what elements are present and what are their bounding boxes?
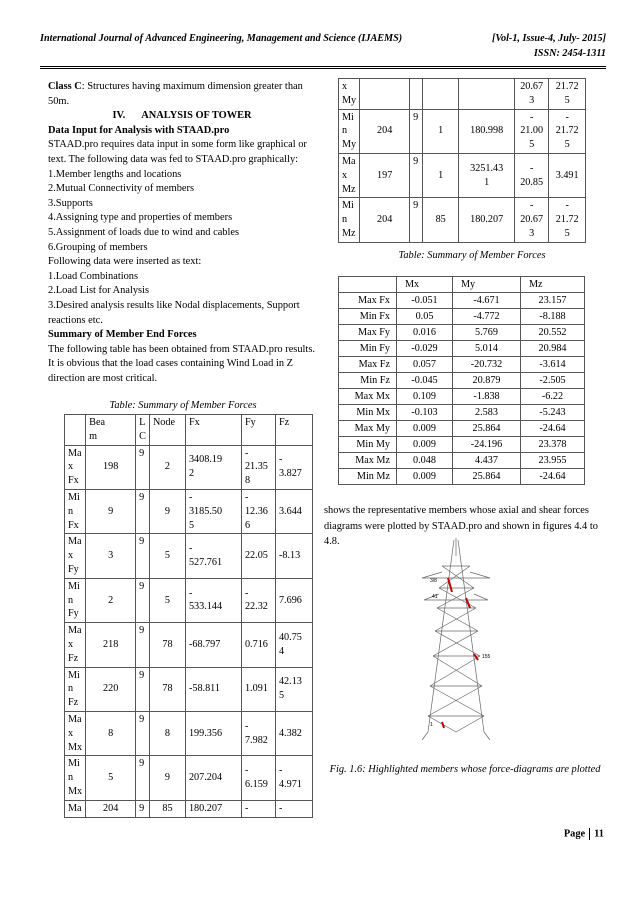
table-cell: Min Fx — [339, 309, 397, 325]
table-cell: Min Fz — [339, 373, 397, 389]
table-cell: 9 — [136, 800, 150, 817]
table-cell: Ma x Fx — [65, 445, 86, 489]
table-cell — [423, 79, 459, 110]
table-row — [339, 453, 585, 469]
table-cell: 180.207 — [185, 800, 241, 817]
table-cell: Max Mz — [339, 453, 397, 469]
table-cell: Max Fz — [339, 357, 397, 373]
table-cell: 3 — [86, 534, 136, 578]
table-cell: 8 — [149, 711, 185, 755]
table-cell: - 21.00 5 — [515, 109, 549, 153]
table-cell: -24.64 — [521, 469, 585, 485]
table-row — [339, 389, 585, 405]
table-cell: - 12.36 6 — [241, 489, 275, 533]
table-cell: 9 — [410, 153, 423, 197]
table1-caption: Table: Summary of Member Forces — [109, 400, 257, 411]
table-row — [339, 357, 585, 373]
table-cell: -20.732 — [453, 357, 521, 373]
table-cell: Mi n Fx — [65, 489, 86, 533]
graphical-input-list — [48, 168, 316, 256]
table-cell: 0.009 — [397, 437, 453, 453]
table-cell: Ma x Mx — [65, 711, 86, 755]
table-cell: 0.009 — [397, 421, 453, 437]
fig-label-2: 41 — [432, 594, 438, 600]
table-header-cell — [339, 277, 397, 293]
fig-label-4: 1 — [430, 722, 433, 728]
table-cell: - 20.85 — [515, 153, 549, 197]
table-row — [339, 109, 586, 153]
table-cell: Min My — [339, 437, 397, 453]
table-cell: 4.382 — [275, 711, 312, 755]
table-cell: Ma x Fz — [65, 623, 86, 667]
table-cell: Mi n Mx — [65, 756, 86, 800]
subheading-data-input: Data Input for Analysis with STAAD.pro — [48, 124, 230, 136]
table-row — [65, 445, 313, 489]
section-number: IV. — [112, 110, 126, 122]
paragraph-text-input: Following data were inserted as text: — [48, 256, 202, 268]
table-cell: 20.984 — [521, 341, 585, 357]
table-cell: -0.029 — [397, 341, 453, 357]
table-cell: 9 — [136, 667, 150, 711]
table-cell: 199.356 — [185, 711, 241, 755]
table-header-row — [339, 277, 585, 293]
table-cell: 0.057 — [397, 357, 453, 373]
table-cell: 5 — [149, 534, 185, 578]
table-cell: - 3185.50 5 — [185, 489, 241, 533]
table-cell: 20.552 — [521, 325, 585, 341]
table-cell: -8.188 — [521, 309, 585, 325]
table-cell: - 7.982 — [241, 711, 275, 755]
table-cell: Max Mx — [339, 389, 397, 405]
table-cell: -5.243 — [521, 405, 585, 421]
class-c-label: Class C — [48, 81, 82, 92]
header-rule — [40, 66, 606, 67]
table-cell: - — [275, 800, 312, 817]
table-cell: 9 — [136, 578, 150, 622]
table-cell: Mi n Mz — [339, 198, 360, 242]
table-header-cell: Node — [149, 415, 185, 446]
table-header-cell: Mz — [521, 277, 585, 293]
table-cell: x My — [339, 79, 360, 110]
table-row — [65, 489, 313, 533]
table-cell: 2.583 — [453, 405, 521, 421]
text-input-item: 3.Desired analysis results like Nodal displacements, Support reactions etc. — [48, 299, 300, 326]
table-cell: 0.009 — [397, 469, 453, 485]
figure-caption: Fig. 1.6: Highlighted members whose force-diagrams are plotted — [329, 764, 601, 775]
text-input-list — [48, 270, 316, 328]
table-header-cell: Fy — [241, 415, 275, 446]
table-cell: 2 — [149, 445, 185, 489]
table-cell: 9 — [136, 623, 150, 667]
table-cell: 3.491 — [549, 153, 586, 197]
table-cell: -1.838 — [453, 389, 521, 405]
table-header-cell: Mx — [397, 277, 453, 293]
table-cell: 218 — [86, 623, 136, 667]
table-cell: Min Mz — [339, 469, 397, 485]
table-cell: Min Fy — [339, 341, 397, 357]
table-cell: - 533.144 — [185, 578, 241, 622]
table-cell: 0.016 — [397, 325, 453, 341]
graphical-input-item: 4.Assigning type and properties of members — [48, 212, 233, 224]
fig-label-3: 155 — [482, 654, 491, 660]
table-cell: 5.014 — [453, 341, 521, 357]
table-cell: 23.378 — [521, 437, 585, 453]
table-cell — [410, 79, 423, 110]
table-cell: - 21.72 5 — [549, 198, 586, 242]
table-row — [65, 756, 313, 800]
table-header-cell: Bea m — [86, 415, 136, 446]
table-cell: - 21.72 5 — [549, 109, 586, 153]
table-cell: 8 — [86, 711, 136, 755]
table-cell: 204 — [86, 800, 136, 817]
page-number-value: 11 — [594, 828, 604, 840]
table-cell: 20.879 — [453, 373, 521, 389]
table-row — [339, 341, 585, 357]
table-cell: 23.157 — [521, 293, 585, 309]
table-header-cell: L C — [136, 415, 150, 446]
table-header-cell: Fx — [185, 415, 241, 446]
table-header-cell — [65, 415, 86, 446]
table-cell: Mi n Fz — [65, 667, 86, 711]
table-cell: Min Mx — [339, 405, 397, 421]
table-cell: 1.091 — [241, 667, 275, 711]
table-row — [65, 578, 313, 622]
text-input-item: 1.Load Combinations — [48, 270, 139, 282]
table-cell: - 4.971 — [275, 756, 312, 800]
table-cell: 9 — [136, 711, 150, 755]
table-cell: - — [241, 800, 275, 817]
journal-issn: ISSN: 2454-1311 — [533, 48, 606, 59]
table-cell: 9 — [136, 534, 150, 578]
table-cell: -0.045 — [397, 373, 453, 389]
table3-caption: Table: Summary of Member Forces — [398, 250, 546, 261]
table-row — [65, 711, 313, 755]
table-cell: 3.644 — [275, 489, 312, 533]
table-cell: 1 — [423, 153, 459, 197]
member-forces-table-continued — [338, 78, 586, 243]
table-cell: 9 — [410, 198, 423, 242]
table-header-cell: My — [453, 277, 521, 293]
table-cell: 0.05 — [397, 309, 453, 325]
member-moments-table — [338, 276, 585, 485]
table-cell: -24.64 — [521, 421, 585, 437]
journal-title: International Journal of Advanced Engineering, Management and Science (IJAEMS) — [40, 33, 403, 44]
table-cell: - 3.827 — [275, 445, 312, 489]
section-heading — [48, 109, 316, 124]
table-cell: 4.437 — [453, 453, 521, 469]
table-cell: 3251.43 1 — [459, 153, 515, 197]
figure-reference-text: shows the representative members whose axial and shear forces diagrams were plotted by STAAD.pro and shown in figures 4.4 to 4.8. — [324, 505, 598, 547]
left-column — [48, 80, 316, 386]
table-cell — [459, 79, 515, 110]
tower-figure — [408, 536, 504, 746]
table-cell: -3.614 — [521, 357, 585, 373]
page-number — [564, 828, 604, 840]
table-row — [65, 667, 313, 711]
table-cell: -8.13 — [275, 534, 312, 578]
table-row — [339, 437, 585, 453]
table-cell: 7.696 — [275, 578, 312, 622]
class-c-text: : Structures having maximum dimension greater than 50m. — [48, 81, 303, 107]
table-cell: 198 — [86, 445, 136, 489]
text-input-item: 2.Load List for Analysis — [48, 285, 150, 297]
table-header-cell: Fz — [275, 415, 312, 446]
member-forces-table-1 — [64, 414, 313, 818]
table-cell: 21.72 5 — [549, 79, 586, 110]
table-cell: -6.22 — [521, 389, 585, 405]
table-row — [65, 800, 313, 817]
table-cell: 0.109 — [397, 389, 453, 405]
table-cell: 0.716 — [241, 623, 275, 667]
table-cell: 3408.19 2 — [185, 445, 241, 489]
table-cell: 180.998 — [459, 109, 515, 153]
table-cell: 20.67 3 — [515, 79, 549, 110]
table-cell: Mi n Fy — [65, 578, 86, 622]
table-cell: -58.811 — [185, 667, 241, 711]
class-c-paragraph — [48, 80, 316, 109]
table-cell: Mi n My — [339, 109, 360, 153]
table-cell: - 6.159 — [241, 756, 275, 800]
graphical-input-item: 2.Mutual Connectivity of members — [48, 183, 195, 195]
graphical-input-item: 3.Supports — [48, 197, 93, 209]
table-cell: 180.207 — [459, 198, 515, 242]
paragraph-data-input: STAAD.pro requires data input in some form like graphical or text. The following data was fed to STAAD.pro graphically: — [48, 139, 307, 165]
table-row — [339, 309, 585, 325]
table-cell: 42.13 5 — [275, 667, 312, 711]
table-row — [339, 79, 586, 110]
table-cell: - 527.761 — [185, 534, 241, 578]
header-rule-2 — [40, 68, 606, 69]
table-cell: 78 — [149, 667, 185, 711]
table-cell: 1 — [423, 109, 459, 153]
table-cell: 220 — [86, 667, 136, 711]
table-cell: - 21.35 8 — [241, 445, 275, 489]
paragraph-member-forces: The following table has been obtained from STAAD.pro results. It is obvious that the load cases containing Wind Load in Z direction are most critical. — [48, 343, 315, 384]
table-cell: 204 — [360, 198, 410, 242]
subheading-member-forces: Summary of Member End Forces — [48, 329, 197, 341]
table-cell — [360, 79, 410, 110]
table-cell: Ma x Mz — [339, 153, 360, 197]
table-cell: 5 — [149, 578, 185, 622]
journal-volume: [Vol-1, Issue-4, July- 2015] — [491, 33, 606, 44]
table-row — [339, 421, 585, 437]
table-row — [339, 153, 586, 197]
table-cell: 85 — [423, 198, 459, 242]
table-cell: 22.05 — [241, 534, 275, 578]
table-cell: -4.671 — [453, 293, 521, 309]
table-cell: 2 — [86, 578, 136, 622]
table-cell: 85 — [149, 800, 185, 817]
table-cell: 25.864 — [453, 469, 521, 485]
graphical-input-item: 6.Grouping of members — [48, 241, 148, 253]
table-cell: -24.196 — [453, 437, 521, 453]
table-cell: -2.505 — [521, 373, 585, 389]
table-cell: -68.797 — [185, 623, 241, 667]
table-cell: 207.204 — [185, 756, 241, 800]
table-cell: Max My — [339, 421, 397, 437]
table-cell: 9 — [86, 489, 136, 533]
table-row — [339, 325, 585, 341]
table-cell: Max Fx — [339, 293, 397, 309]
table-cell: 9 — [136, 489, 150, 533]
table-cell: 9 — [136, 756, 150, 800]
table-cell: 204 — [360, 109, 410, 153]
graphical-input-item: 5.Assignment of loads due to wind and cables — [48, 226, 240, 238]
table-row — [339, 198, 586, 242]
table-cell: 9 — [410, 109, 423, 153]
table-cell: -0.103 — [397, 405, 453, 421]
table-cell: Ma — [65, 800, 86, 817]
table-cell: Ma x Fy — [65, 534, 86, 578]
graphical-input-item: 1.Member lengths and locations — [48, 168, 182, 180]
table-cell: 9 — [149, 756, 185, 800]
table-cell: 5 — [86, 756, 136, 800]
table-cell: -0.051 — [397, 293, 453, 309]
table-cell: - 22.32 — [241, 578, 275, 622]
table-row — [65, 623, 313, 667]
table-row — [339, 405, 585, 421]
table-cell: -4.772 — [453, 309, 521, 325]
table-cell: 197 — [360, 153, 410, 197]
table-cell: 23.955 — [521, 453, 585, 469]
table-row — [339, 469, 585, 485]
table-cell: 5.769 — [453, 325, 521, 341]
table-cell: 78 — [149, 623, 185, 667]
table-cell: Max Fy — [339, 325, 397, 341]
table-cell: 9 — [149, 489, 185, 533]
page-label: Page — [563, 828, 586, 840]
table-header-row — [65, 415, 313, 446]
table-cell: 9 — [136, 445, 150, 489]
table-row — [339, 293, 585, 309]
table-cell: 40.75 4 — [275, 623, 312, 667]
table-row — [339, 373, 585, 389]
table-cell: 25.864 — [453, 421, 521, 437]
table-cell: 0.048 — [397, 453, 453, 469]
section-title: ANALYSIS OF TOWER — [141, 110, 252, 122]
fig-label-1: 3/8 — [430, 578, 437, 584]
table-row — [65, 534, 313, 578]
table-cell: - 20.67 3 — [515, 198, 549, 242]
